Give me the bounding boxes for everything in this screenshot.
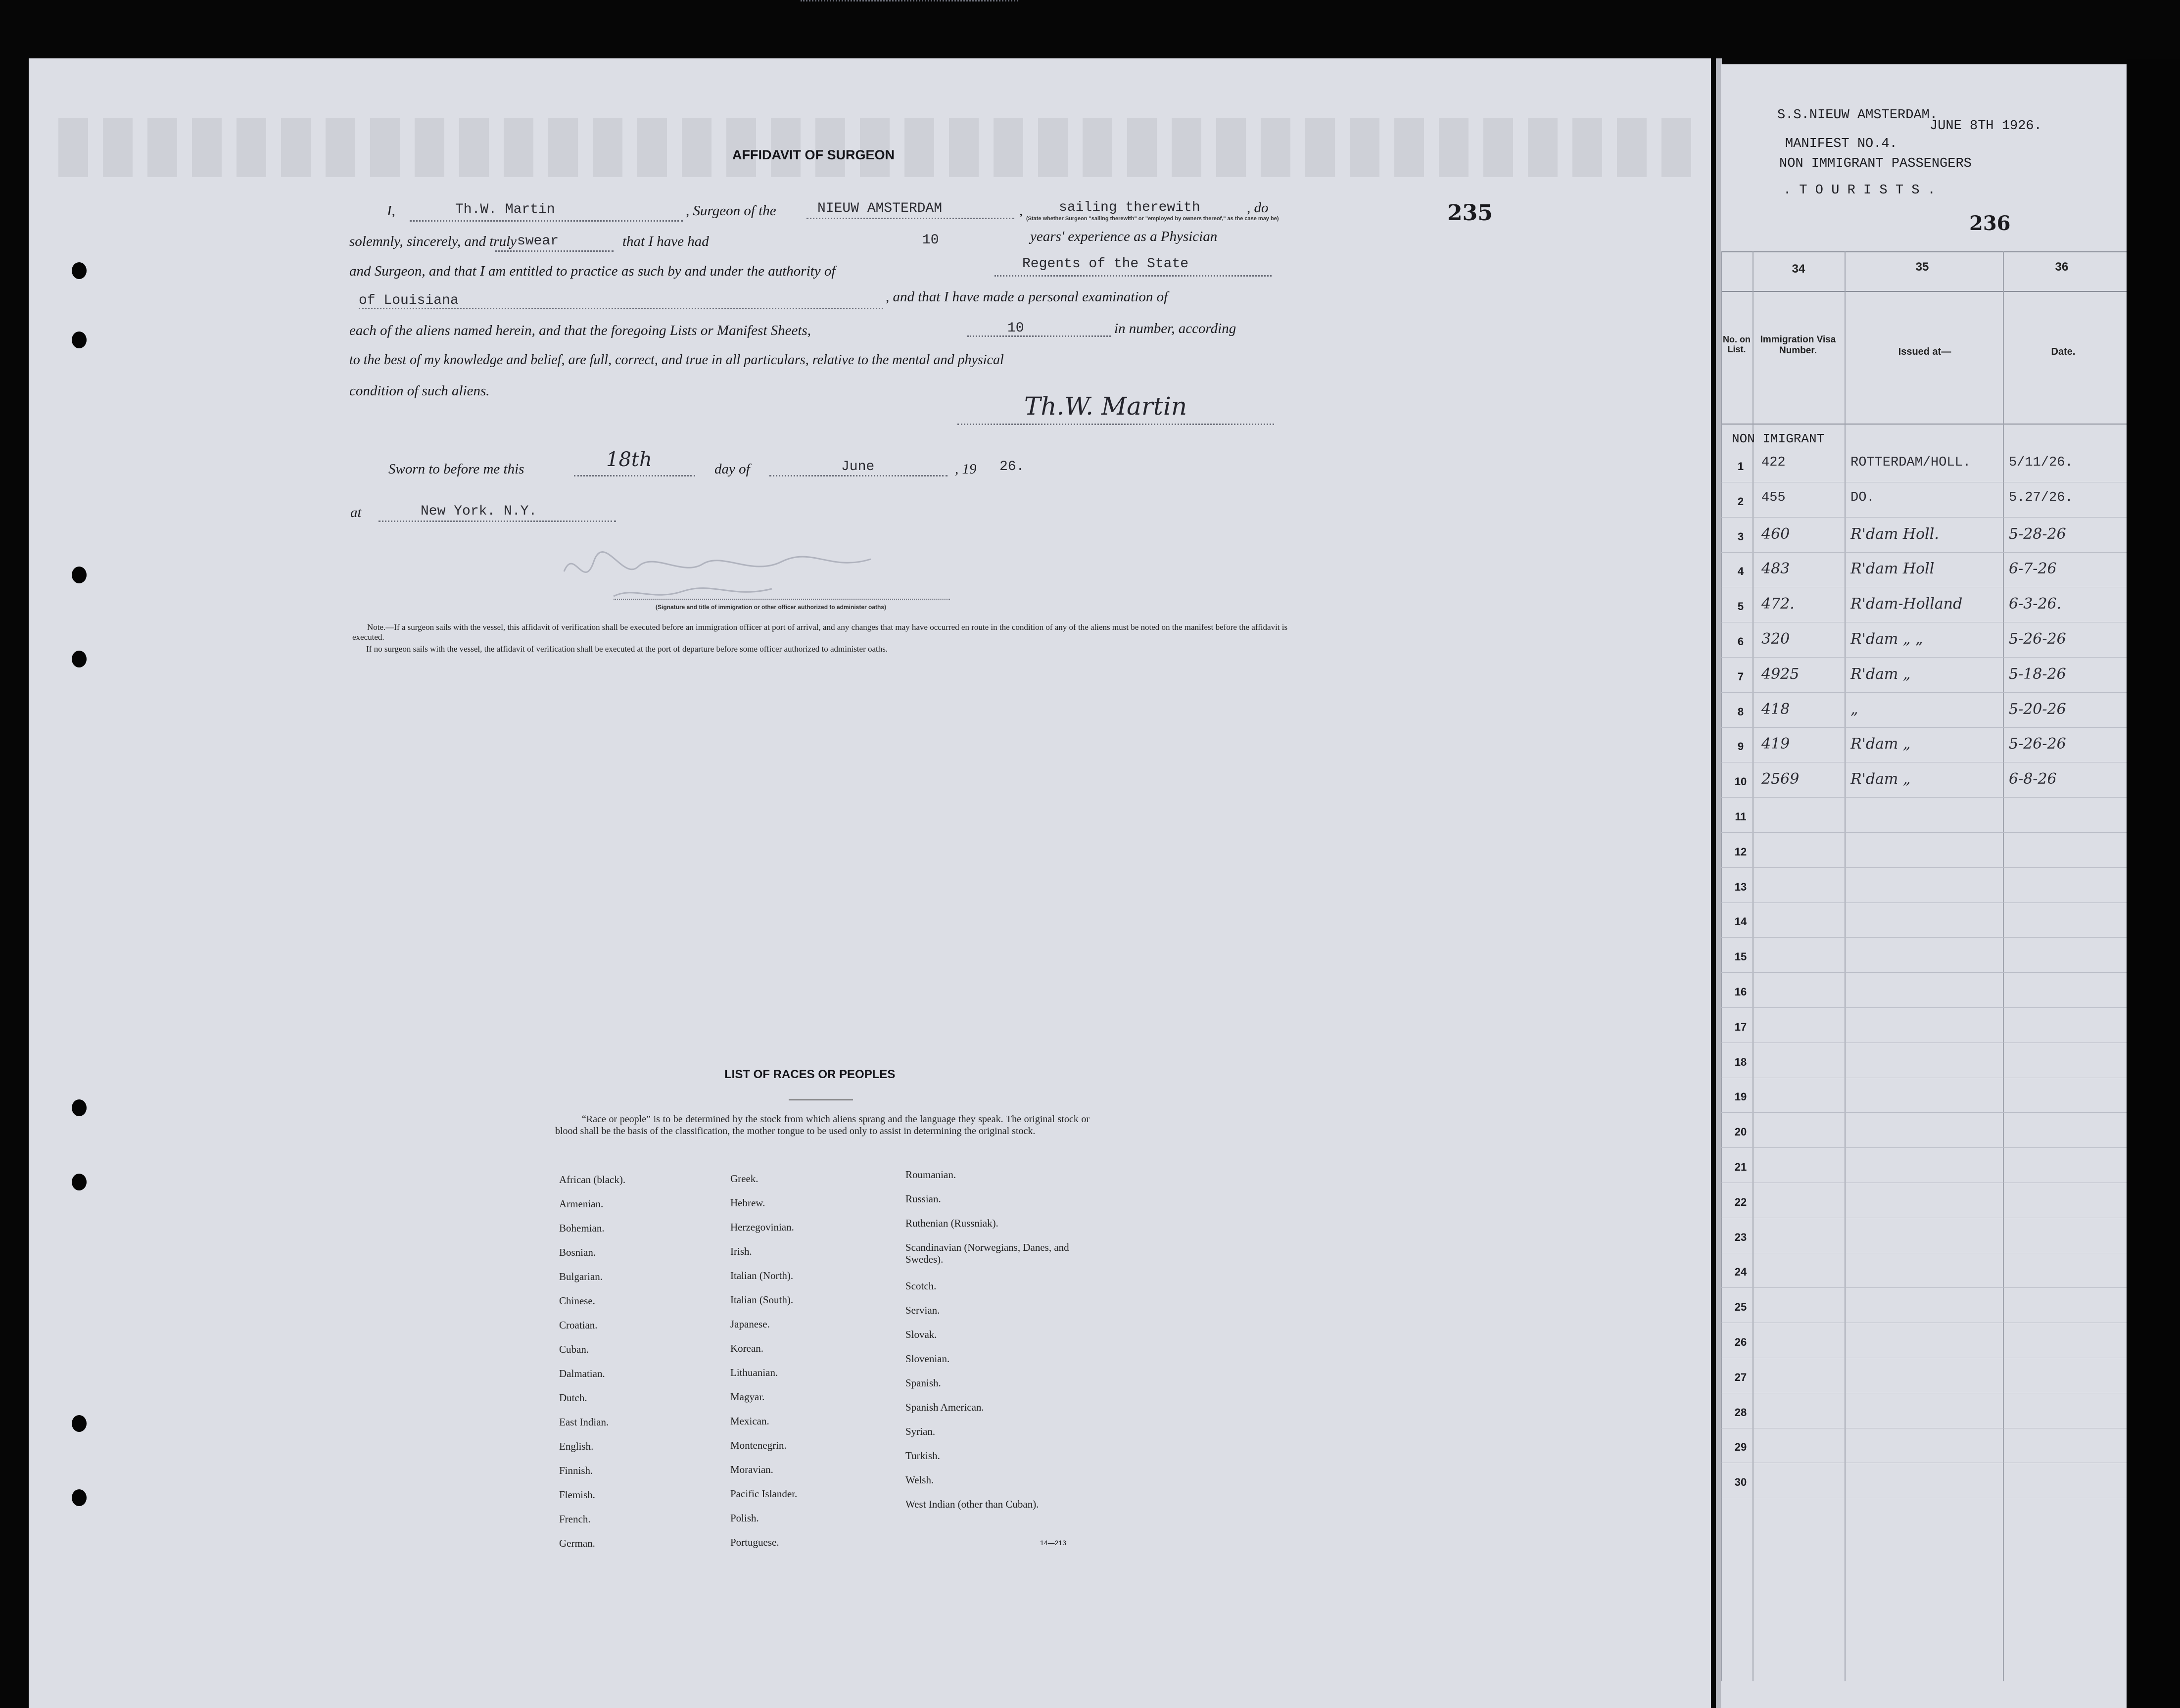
visa-number-cell: 472. <box>1761 595 1795 613</box>
surgeon-name: Th.W. Martin <box>455 202 555 217</box>
race-entry: Spanish. <box>905 1377 941 1389</box>
issued-at-cell: R'dam Holl. <box>1850 525 1939 543</box>
row-rule <box>1721 1287 2127 1288</box>
col-issued-at: Issued at— <box>1898 346 1951 357</box>
date-cell: 5-28-26 <box>2009 525 2066 543</box>
punch-hole <box>72 567 87 583</box>
row-number: 21 <box>1734 1161 1747 1173</box>
race-entry: Pacific Islander. <box>730 1488 798 1500</box>
condition-text: condition of such aliens. <box>349 383 490 399</box>
affidavit-page <box>29 58 1711 1708</box>
sheets-count: 10 <box>1007 321 1024 336</box>
col-no-on-list: No. on List. <box>1723 334 1751 354</box>
issued-at-cell: R'dam „ <box>1850 665 1911 683</box>
race-entry: Turkish. <box>905 1450 940 1462</box>
manifest-date: JUNE 8TH 1926. <box>1930 119 2042 134</box>
page-number-236: 236 <box>1969 212 2011 235</box>
punch-hole <box>72 1415 87 1432</box>
authority-text: and Surgeon, and that I am entitled to practice as such by and under the authority of <box>349 263 836 279</box>
authority-value: Regents of the State <box>1022 256 1189 272</box>
race-entry: German. <box>559 1537 595 1549</box>
row-number: 9 <box>1737 740 1744 753</box>
manifest-number: MANIFEST NO.4. <box>1785 137 1897 151</box>
row-rule <box>1721 797 2127 798</box>
issued-at-cell: R'dam „ „ <box>1850 630 1923 648</box>
race-entry: Bohemian. <box>559 1222 605 1234</box>
punch-hole <box>72 1489 87 1506</box>
races-intro: “Race or people” is to be determined by the stock from which aliens sprang and the language they speak. The original stock or blood shall be the basis of the classification, the mother tongue to be used only to assist in determining the original stock. <box>555 1114 1090 1137</box>
swear-blank <box>495 250 614 252</box>
visa-number-cell: 422 <box>1761 455 1786 470</box>
best-of-knowledge-text: to the best of my knowledge and belief, are full, correct, and true in all particulars, relative to the mental and physical <box>349 352 1004 368</box>
surgeon-of-text: , Surgeon of the <box>686 203 776 219</box>
row-number: 3 <box>1737 530 1744 543</box>
row-rule <box>1721 552 2127 553</box>
race-entry: East Indian. <box>559 1416 609 1428</box>
row-number: 2 <box>1737 495 1744 508</box>
affidavit-title: AFFIDAVIT OF SURGEON <box>732 147 895 162</box>
race-entry: Portuguese. <box>730 1536 779 1548</box>
month-blank <box>769 475 948 476</box>
col-visa-number: Immigration Visa Number. <box>1760 334 1836 356</box>
race-entry: Dalmatian. <box>559 1368 605 1379</box>
visa-number-cell: 483 <box>1761 560 1790 578</box>
row-rule <box>1721 972 2127 973</box>
visa-number-cell: 455 <box>1761 490 1786 505</box>
visa-number-cell: 418 <box>1761 700 1790 718</box>
row-number: 30 <box>1734 1476 1747 1489</box>
row-number: 6 <box>1737 635 1744 648</box>
row-number: 24 <box>1734 1266 1747 1279</box>
race-entry: Dutch. <box>559 1392 587 1404</box>
row-number: 18 <box>1734 1055 1747 1068</box>
row-rule <box>1721 832 2127 833</box>
row-number: 26 <box>1734 1336 1747 1348</box>
race-entry: West Indian (other than Cuban). <box>905 1498 1039 1511</box>
signature-blank <box>957 424 1274 425</box>
foregoing-text: each of the aliens named herein, and that the foregoing Lists or Manifest Sheets, <box>349 323 811 338</box>
race-entry: English. <box>559 1440 594 1452</box>
sheets-blank <box>967 335 1111 337</box>
col-36-number: 36 <box>2055 260 2069 274</box>
race-entry: Ruthenian (Russniak). <box>905 1217 998 1229</box>
header-rule <box>1721 251 2127 252</box>
race-entry: Servian. <box>905 1304 940 1317</box>
ship-name-blank <box>806 218 1014 219</box>
row-number: 7 <box>1737 670 1744 683</box>
visa-number-cell: 320 <box>1761 630 1790 648</box>
row-number: 5 <box>1737 600 1744 613</box>
row-number: 16 <box>1734 986 1747 998</box>
row-rule <box>1721 727 2127 728</box>
row-number: 8 <box>1737 705 1744 718</box>
issued-at-cell: R'dam Holl <box>1850 560 1935 578</box>
surgeon-name-blank <box>410 220 683 222</box>
swear-value: swear <box>517 234 559 249</box>
race-entry: Flemish. <box>559 1489 595 1501</box>
note-surgeon-sails: Note.—If a surgeon sails with the vessel, this affidavit of verification shall be executed before an immigration officer at port of arrival, and any changes that may have occurred en route in the condition of any of the aliens must be noted on the manifest before the affidavit is executed. <box>352 622 1288 642</box>
authority-blank <box>995 275 1272 277</box>
non-immigrant-label: NON IMIGRANT <box>1732 431 1825 446</box>
race-entry: Croatian. <box>559 1319 598 1331</box>
row-rule <box>1721 867 2127 868</box>
years-text: years' experience as a Physician <box>1030 229 1218 244</box>
scan-edge <box>2127 59 2180 1708</box>
column-divider <box>1721 251 1722 1681</box>
race-entry: Mexican. <box>730 1415 769 1427</box>
comma: , <box>1019 203 1023 219</box>
affidavit-i: I, <box>387 203 395 219</box>
date-cell: 5/11/26. <box>2009 455 2073 470</box>
visa-number-cell: 419 <box>1761 735 1790 753</box>
visa-number-cell: 460 <box>1761 525 1790 543</box>
race-entry: African (black). <box>559 1174 626 1186</box>
ship-line: S.S.NIEUW AMSTERDAM. <box>1777 108 1938 123</box>
race-entry: Irish. <box>730 1245 752 1257</box>
visa-number-cell: 4925 <box>1761 665 1800 683</box>
surgeon-signature: Th.W. Martin <box>1024 392 1187 421</box>
race-entry: Moravian. <box>730 1464 773 1475</box>
issued-at-cell: ROTTERDAM/HOLL. <box>1850 455 1971 470</box>
tourists-label: . T O U R I S T S . <box>1783 183 1936 198</box>
header-rule <box>1721 291 2127 292</box>
races-title-rule <box>789 1099 853 1100</box>
row-number: 27 <box>1734 1371 1747 1383</box>
date-cell: 5-26-26 <box>2009 630 2066 648</box>
punch-hole <box>72 1099 87 1116</box>
race-entry: Lithuanian. <box>730 1367 778 1378</box>
row-number: 1 <box>1737 460 1744 473</box>
date-cell: 5-20-26 <box>2009 700 2066 718</box>
row-number: 25 <box>1734 1301 1747 1314</box>
sailing-therewith: sailing therewith <box>1059 200 1200 215</box>
officer-signature-label: (Signature and title of immigration or other officer authorized to administer oaths) <box>656 604 887 611</box>
issued-at-cell: DO. <box>1850 490 1875 505</box>
row-rule <box>1721 657 2127 658</box>
race-entry: Polish. <box>730 1512 759 1524</box>
race-entry: Russian. <box>905 1193 941 1205</box>
sworn-day: 18th <box>606 448 652 471</box>
date-cell: 6-7-26 <box>2009 560 2057 578</box>
row-rule <box>1721 937 2127 938</box>
race-entry: Slovak. <box>905 1328 937 1341</box>
row-number: 20 <box>1734 1126 1747 1139</box>
issued-at-cell: R'dam „ <box>1850 735 1911 753</box>
row-number: 17 <box>1734 1020 1747 1033</box>
race-entry: Montenegrin. <box>730 1439 787 1451</box>
race-entry: Magyar. <box>730 1391 765 1403</box>
years-value: 10 <box>922 233 939 248</box>
punch-hole <box>72 262 87 279</box>
row-rule <box>1721 1007 2127 1008</box>
place-blank <box>379 521 616 522</box>
race-entry: Welsh. <box>905 1474 934 1486</box>
state-blank <box>359 308 883 309</box>
sworn-month: June <box>841 459 875 474</box>
race-entry: Herzegovinian. <box>730 1221 794 1233</box>
row-number: 13 <box>1734 880 1747 893</box>
race-entry: Roumanian. <box>905 1169 956 1181</box>
row-number: 14 <box>1734 915 1747 928</box>
punch-hole <box>72 332 87 348</box>
date-cell: 6-8-26 <box>2009 770 2057 788</box>
date-cell: 5.27/26. <box>2009 490 2073 505</box>
row-rule <box>1721 1112 2127 1113</box>
issued-at-cell: R'dam „ <box>1850 770 1911 788</box>
race-entry: Hebrew. <box>730 1197 765 1209</box>
race-entry: Slovenian. <box>905 1353 950 1365</box>
do-text: , do <box>1247 200 1269 216</box>
race-entry: Finnish. <box>559 1465 593 1476</box>
race-entry: Cuban. <box>559 1343 589 1355</box>
date-cell: 5-26-26 <box>2009 735 2066 753</box>
col-34-number: 34 <box>1792 262 1805 276</box>
row-number: 22 <box>1734 1195 1747 1208</box>
race-entry: Syrian. <box>905 1425 936 1438</box>
year-suffix: 26. <box>999 459 1025 474</box>
col-date: Date. <box>2051 346 2076 357</box>
race-entry: Spanish American. <box>905 1401 984 1414</box>
row-number: 23 <box>1734 1231 1747 1243</box>
race-entry: French. <box>559 1513 591 1525</box>
race-entry: Italian (South). <box>730 1294 794 1306</box>
row-number: 11 <box>1735 810 1747 823</box>
day-of-text: day of <box>714 461 750 477</box>
race-entry: Bulgarian. <box>559 1271 603 1282</box>
row-rule <box>1721 902 2127 903</box>
races-title: LIST OF RACES OR PEOPLES <box>724 1068 896 1081</box>
solemnly-text: solemnly, sincerely, and truly <box>349 234 517 249</box>
page-number-235: 235 <box>1447 200 1493 226</box>
sworn-text: Sworn to before me this <box>388 461 524 477</box>
in-number-text: in number, according <box>1114 321 1236 336</box>
punch-hole <box>72 651 87 667</box>
that-text: that I have had <box>622 234 709 249</box>
row-rule <box>1721 692 2127 693</box>
officer-signature-blank <box>614 599 950 600</box>
punch-hole <box>72 1174 87 1190</box>
row-number: 28 <box>1734 1406 1747 1419</box>
row-number: 19 <box>1734 1091 1747 1103</box>
row-rule <box>1721 517 2127 518</box>
ship-name: NIEUW AMSTERDAM <box>817 201 943 216</box>
year-prefix: , 19 <box>955 461 977 477</box>
race-entry: Scandinavian (Norwegians, Danes, and Swedes). <box>905 1241 1069 1265</box>
state-value: of Louisiana <box>359 293 459 308</box>
row-number: 10 <box>1734 775 1747 788</box>
years-blank <box>801 0 1018 1</box>
passenger-type: NON IMMIGRANT PASSENGERS <box>1779 156 1972 171</box>
race-entry: Armenian. <box>559 1198 604 1210</box>
row-number: 15 <box>1734 950 1747 963</box>
visa-number-cell: 2569 <box>1761 770 1800 788</box>
race-entry: Korean. <box>730 1342 764 1354</box>
manifest-page <box>1721 64 2127 1708</box>
day-blank <box>574 475 695 476</box>
form-number: 14—213 <box>1040 1539 1066 1547</box>
state-note: (State whether Surgeon "sailing therewith" or "employed by owners thereof," as the case may be) <box>1026 216 1279 222</box>
race-entry: Bosnian. <box>559 1246 596 1258</box>
header-rule <box>1721 424 2127 425</box>
at-text: at <box>350 505 362 521</box>
row-number: 29 <box>1734 1441 1747 1454</box>
row-number: 12 <box>1734 845 1747 858</box>
date-cell: 6-3-26. <box>2009 595 2062 613</box>
race-entry: Italian (North). <box>730 1270 794 1281</box>
col-35-number: 35 <box>1915 260 1929 274</box>
issued-at-cell: „ <box>1850 700 1858 718</box>
at-place: New York. N.Y. <box>421 504 537 519</box>
column-divider <box>2003 251 2004 1681</box>
row-rule <box>1721 1147 2127 1148</box>
issued-at-cell: R'dam-Holland <box>1850 595 1963 613</box>
row-number: 4 <box>1737 565 1744 578</box>
officer-signature <box>554 537 940 611</box>
race-entry: Japanese. <box>730 1318 770 1330</box>
column-divider <box>1845 251 1846 1681</box>
examination-text: , and that I have made a personal examination of <box>886 289 1168 305</box>
note-no-surgeon: If no surgeon sails with the vessel, the affidavit of verification shall be executed at the port of departure before some officer authorized to administer oaths. <box>366 644 888 654</box>
date-cell: 5-18-26 <box>2009 665 2066 683</box>
race-entry: Greek. <box>730 1173 758 1185</box>
race-entry: Scotch. <box>905 1280 937 1292</box>
race-entry: Chinese. <box>559 1295 595 1307</box>
